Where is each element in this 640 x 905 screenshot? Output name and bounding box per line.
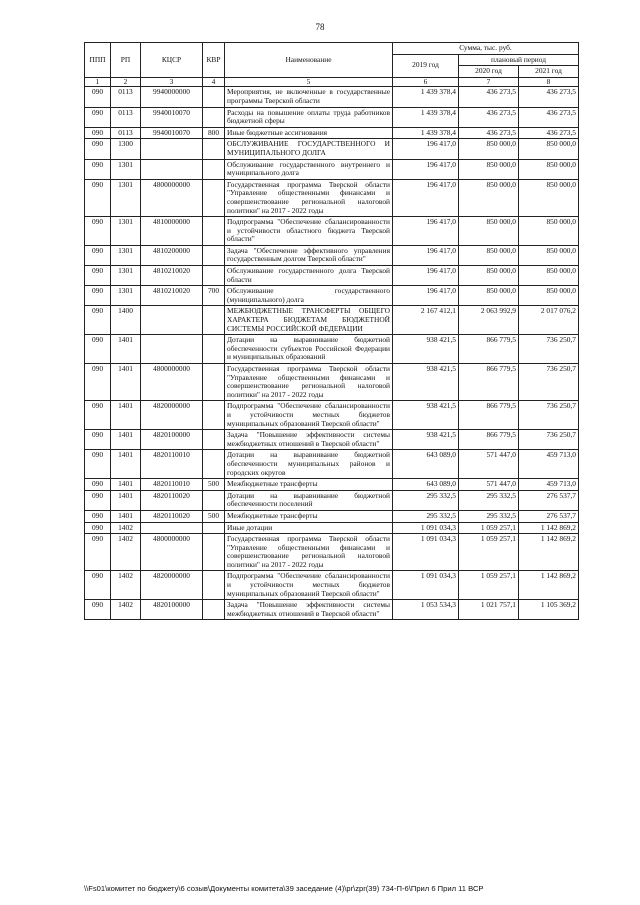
- cell-kvr: [203, 107, 225, 127]
- cell-ppp: 090: [85, 401, 111, 430]
- cell-kvr: [203, 179, 225, 216]
- column-index: 2: [111, 77, 141, 87]
- cell-ppp: 090: [85, 510, 111, 522]
- cell-kcsr: 4820100000: [141, 600, 203, 620]
- column-index: 4: [203, 77, 225, 87]
- cell-rp: 1301: [111, 217, 141, 246]
- table-row: [85, 159, 579, 179]
- header-planned: плановый период: [459, 54, 579, 66]
- cell-2019: 1 053 534,3: [393, 600, 459, 620]
- table-row: [85, 401, 579, 430]
- cell-ppp: 090: [85, 179, 111, 216]
- cell-name: Дотации на выравнивание бюджетной обеспеченности муниципальных районов и городских округов: [225, 450, 393, 479]
- cell-2020: 866 779,5: [459, 401, 519, 430]
- cell-2019: 1 091 034,3: [393, 534, 459, 571]
- cell-2021: 436 273,5: [519, 127, 579, 139]
- cell-kvr: [203, 450, 225, 479]
- cell-kcsr: 4820110020: [141, 510, 203, 522]
- cell-2020: 436 273,5: [459, 87, 519, 107]
- cell-2021: 1 142 869,2: [519, 571, 579, 600]
- cell-rp: 1301: [111, 286, 141, 306]
- cell-kvr: [203, 335, 225, 364]
- cell-2021: 459 713,0: [519, 450, 579, 479]
- cell-2020: 866 779,5: [459, 335, 519, 364]
- cell-ppp: 090: [85, 107, 111, 127]
- header-2021: 2021 год: [519, 66, 579, 78]
- cell-kcsr: 4810210020: [141, 266, 203, 286]
- cell-name: Подпрограмма "Обеспечение сбалансированности и устойчивости местных бюджетов муниципальных образований Тверской области": [225, 401, 393, 430]
- cell-2020: 1 021 757,1: [459, 600, 519, 620]
- cell-2020: 436 273,5: [459, 107, 519, 127]
- cell-rp: 0113: [111, 127, 141, 139]
- cell-rp: 1301: [111, 266, 141, 286]
- table-row: [85, 139, 579, 159]
- cell-name: Подпрограмма "Обеспечение сбалансированности и устойчивости областного бюджета Тверской области": [225, 217, 393, 246]
- cell-kcsr: 4810200000: [141, 245, 203, 265]
- cell-ppp: 090: [85, 490, 111, 510]
- cell-2021: 1 142 869,2: [519, 534, 579, 571]
- cell-ppp: 090: [85, 522, 111, 534]
- cell-rp: 1401: [111, 490, 141, 510]
- cell-2021: 436 273,5: [519, 87, 579, 107]
- cell-2019: 196 417,0: [393, 245, 459, 265]
- table-row: [85, 510, 579, 522]
- cell-2020: 866 779,5: [459, 430, 519, 450]
- cell-kcsr: [141, 139, 203, 159]
- table-row: [85, 87, 579, 107]
- cell-rp: 0113: [111, 107, 141, 127]
- cell-ppp: 090: [85, 430, 111, 450]
- header-sum: Сумма, тыс. руб.: [393, 43, 579, 55]
- table-row: [85, 179, 579, 216]
- cell-ppp: 090: [85, 450, 111, 479]
- cell-ppp: 090: [85, 127, 111, 139]
- cell-ppp: 090: [85, 335, 111, 364]
- cell-2019: 295 332,5: [393, 490, 459, 510]
- cell-kcsr: 4820100000: [141, 430, 203, 450]
- cell-rp: 1301: [111, 179, 141, 216]
- cell-kvr: [203, 600, 225, 620]
- table-row: [85, 450, 579, 479]
- cell-2019: 643 089,0: [393, 479, 459, 491]
- cell-2020: 1 059 257,1: [459, 571, 519, 600]
- cell-2019: 1 439 378,4: [393, 87, 459, 107]
- cell-ppp: 090: [85, 479, 111, 491]
- header-kcsr: КЦСР: [141, 43, 203, 78]
- cell-2020: 850 000,0: [459, 159, 519, 179]
- cell-rp: 1401: [111, 479, 141, 491]
- cell-kcsr: 4800000000: [141, 364, 203, 401]
- cell-name: Расходы на повышение оплаты труда работников бюджетной сферы: [225, 107, 393, 127]
- cell-2021: 850 000,0: [519, 266, 579, 286]
- cell-2020: 295 332,5: [459, 490, 519, 510]
- cell-ppp: 090: [85, 306, 111, 335]
- cell-2021: 850 000,0: [519, 245, 579, 265]
- cell-kvr: [203, 87, 225, 107]
- table-row: [85, 127, 579, 139]
- cell-kvr: [203, 534, 225, 571]
- cell-2021: 850 000,0: [519, 217, 579, 246]
- table-row: [85, 534, 579, 571]
- cell-kvr: [203, 217, 225, 246]
- cell-2019: 938 421,5: [393, 335, 459, 364]
- header-ppp: ППП: [85, 43, 111, 78]
- column-index: 1: [85, 77, 111, 87]
- table-row: [85, 479, 579, 491]
- cell-2019: 1 091 034,3: [393, 522, 459, 534]
- cell-kvr: 500: [203, 479, 225, 491]
- cell-name: Дотации на выравнивание бюджетной обеспеченности поселений: [225, 490, 393, 510]
- table-header: [85, 43, 579, 87]
- table-row: [85, 107, 579, 127]
- cell-2021: 736 250,7: [519, 430, 579, 450]
- cell-kvr: [203, 245, 225, 265]
- cell-2020: 571 447,0: [459, 450, 519, 479]
- cell-kvr: [203, 266, 225, 286]
- cell-name: Подпрограмма "Обеспечение сбалансированности и устойчивости местных бюджетов муниципальных образований Тверской области": [225, 571, 393, 600]
- table-row: [85, 522, 579, 534]
- cell-name: Обслуживание государственного (муниципального) долга: [225, 286, 393, 306]
- table-row: [85, 266, 579, 286]
- column-index: 5: [225, 77, 393, 87]
- cell-kcsr: 4820110010: [141, 479, 203, 491]
- cell-2021: 850 000,0: [519, 159, 579, 179]
- cell-2019: 2 167 412,1: [393, 306, 459, 335]
- table-row: [85, 335, 579, 364]
- cell-2020: 2 063 992,9: [459, 306, 519, 335]
- cell-rp: 1400: [111, 306, 141, 335]
- cell-kvr: [203, 364, 225, 401]
- cell-rp: 1402: [111, 534, 141, 571]
- column-index: 8: [519, 77, 579, 87]
- column-index: 7: [459, 77, 519, 87]
- cell-2021: 736 250,7: [519, 335, 579, 364]
- cell-name: Мероприятия, не включенные в государственные программы Тверской области: [225, 87, 393, 107]
- cell-2021: 1 142 869,2: [519, 522, 579, 534]
- table-row: [85, 364, 579, 401]
- cell-2021: 276 537,7: [519, 510, 579, 522]
- cell-name: Обслуживание государственного долга Тверской области: [225, 266, 393, 286]
- cell-2021: 850 000,0: [519, 139, 579, 159]
- cell-name: Межбюджетные трансферты: [225, 479, 393, 491]
- cell-kcsr: [141, 159, 203, 179]
- cell-2019: 196 417,0: [393, 266, 459, 286]
- cell-ppp: 090: [85, 217, 111, 246]
- cell-2020: 850 000,0: [459, 266, 519, 286]
- header-2020: 2020 год: [459, 66, 519, 78]
- cell-2019: 1 091 034,3: [393, 571, 459, 600]
- cell-kvr: [203, 490, 225, 510]
- cell-ppp: 090: [85, 571, 111, 600]
- cell-name: Дотации на выравнивание бюджетной обеспеченности субъектов Российской Федерации и муниципальных образований: [225, 335, 393, 364]
- header-rp: РП: [111, 43, 141, 78]
- cell-name: Задача "Повышение эффективности системы межбюджетных отношений в Тверской области": [225, 430, 393, 450]
- cell-name: Государственная программа Тверской области "Управление общественными финансами и совершенствование региональной налоговой политики" на 2017 - 2022 годы: [225, 534, 393, 571]
- cell-2019: 1 439 378,4: [393, 107, 459, 127]
- cell-2019: 938 421,5: [393, 430, 459, 450]
- cell-2019: 643 089,0: [393, 450, 459, 479]
- cell-kcsr: 9940010070: [141, 107, 203, 127]
- cell-2019: 295 332,5: [393, 510, 459, 522]
- cell-kcsr: 4820000000: [141, 401, 203, 430]
- table-row: [85, 217, 579, 246]
- cell-ppp: 090: [85, 87, 111, 107]
- cell-rp: 1401: [111, 430, 141, 450]
- cell-ppp: 090: [85, 286, 111, 306]
- cell-rp: 1402: [111, 522, 141, 534]
- cell-kvr: 800: [203, 127, 225, 139]
- header-2019: 2019 год: [393, 54, 459, 77]
- cell-name: Государственная программа Тверской области "Управление общественными финансами и совершенствование региональной налоговой политики" на 2017 - 2022 годы: [225, 179, 393, 216]
- cell-2020: 571 447,0: [459, 479, 519, 491]
- budget-table: [84, 42, 579, 620]
- table-row: [85, 286, 579, 306]
- table-row: [85, 571, 579, 600]
- footer-file-path: \\Fs01\комитет по бюджету\6 созыв\Документы комитета\39 заседание (4)\pr\zpr(39) 734-П-6\Прил 6 Прил 11 ВСР: [84, 884, 484, 893]
- cell-2019: 196 417,0: [393, 286, 459, 306]
- cell-ppp: 090: [85, 139, 111, 159]
- table-row: [85, 306, 579, 335]
- cell-name: Обслуживание государственного внутреннего и муниципального долга: [225, 159, 393, 179]
- cell-name: Задача "Повышение эффективности системы межбюджетных отношений в Тверской области": [225, 600, 393, 620]
- cell-rp: 1402: [111, 571, 141, 600]
- cell-2020: 850 000,0: [459, 139, 519, 159]
- cell-kcsr: [141, 522, 203, 534]
- cell-name: Иные дотации: [225, 522, 393, 534]
- cell-kcsr: 4810000000: [141, 217, 203, 246]
- cell-2019: 196 417,0: [393, 159, 459, 179]
- cell-kvr: [203, 430, 225, 450]
- cell-rp: 1301: [111, 245, 141, 265]
- cell-2020: 850 000,0: [459, 179, 519, 216]
- cell-rp: 1300: [111, 139, 141, 159]
- header-kvr: КВР: [203, 43, 225, 78]
- cell-kcsr: 9940010070: [141, 127, 203, 139]
- cell-name: Задача "Обеспечение эффективного управления государственным долгом Тверской области": [225, 245, 393, 265]
- cell-2021: 850 000,0: [519, 179, 579, 216]
- cell-rp: 1301: [111, 159, 141, 179]
- page-number: 78: [315, 22, 325, 32]
- cell-2021: 1 105 369,2: [519, 600, 579, 620]
- header-name: Наименование: [225, 43, 393, 78]
- cell-2020: 866 779,5: [459, 364, 519, 401]
- cell-kcsr: 9940000000: [141, 87, 203, 107]
- cell-name: Иные бюджетные ассигнования: [225, 127, 393, 139]
- cell-kvr: [203, 401, 225, 430]
- cell-2019: 938 421,5: [393, 364, 459, 401]
- cell-kcsr: 4820110010: [141, 450, 203, 479]
- table-row: [85, 430, 579, 450]
- cell-2019: 196 417,0: [393, 217, 459, 246]
- cell-2020: 1 059 257,1: [459, 534, 519, 571]
- cell-kcsr: 4800000000: [141, 179, 203, 216]
- cell-kcsr: 4810210020: [141, 286, 203, 306]
- cell-rp: 0113: [111, 87, 141, 107]
- cell-2019: 1 439 378,4: [393, 127, 459, 139]
- cell-2021: 276 537,7: [519, 490, 579, 510]
- cell-ppp: 090: [85, 364, 111, 401]
- cell-kcsr: 4820000000: [141, 571, 203, 600]
- column-index-row: [85, 77, 579, 87]
- cell-ppp: 090: [85, 600, 111, 620]
- column-index: 6: [393, 77, 459, 87]
- cell-kvr: [203, 139, 225, 159]
- cell-kcsr: 4820110020: [141, 490, 203, 510]
- cell-rp: 1401: [111, 364, 141, 401]
- cell-2020: 295 332,5: [459, 510, 519, 522]
- cell-kvr: [203, 159, 225, 179]
- cell-ppp: 090: [85, 159, 111, 179]
- cell-2021: 736 250,7: [519, 364, 579, 401]
- cell-rp: 1401: [111, 401, 141, 430]
- cell-name: ОБСЛУЖИВАНИЕ ГОСУДАРСТВЕННОГО И МУНИЦИПАЛЬНОГО ДОЛГА: [225, 139, 393, 159]
- cell-kvr: [203, 571, 225, 600]
- cell-rp: 1401: [111, 510, 141, 522]
- cell-rp: 1401: [111, 450, 141, 479]
- cell-kvr: 500: [203, 510, 225, 522]
- cell-2020: 850 000,0: [459, 286, 519, 306]
- cell-ppp: 090: [85, 245, 111, 265]
- table-row: [85, 245, 579, 265]
- cell-2021: 736 250,7: [519, 401, 579, 430]
- cell-name: Межбюджетные трансферты: [225, 510, 393, 522]
- cell-rp: 1401: [111, 335, 141, 364]
- cell-2021: 436 273,5: [519, 107, 579, 127]
- cell-2020: 1 059 257,1: [459, 522, 519, 534]
- cell-2021: 2 017 076,2: [519, 306, 579, 335]
- cell-kcsr: [141, 335, 203, 364]
- cell-kvr: [203, 522, 225, 534]
- cell-2019: 196 417,0: [393, 139, 459, 159]
- table-body: [85, 87, 579, 620]
- cell-2020: 436 273,5: [459, 127, 519, 139]
- cell-kcsr: [141, 306, 203, 335]
- table-row: [85, 490, 579, 510]
- cell-2021: 850 000,0: [519, 286, 579, 306]
- column-index: 3: [141, 77, 203, 87]
- cell-2020: 850 000,0: [459, 217, 519, 246]
- cell-kcsr: 4800000000: [141, 534, 203, 571]
- cell-ppp: 090: [85, 266, 111, 286]
- cell-2021: 459 713,0: [519, 479, 579, 491]
- cell-rp: 1402: [111, 600, 141, 620]
- cell-name: МЕЖБЮДЖЕТНЫЕ ТРАНСФЕРТЫ ОБЩЕГО ХАРАКТЕРА БЮДЖЕТАМ БЮДЖЕТНОЙ СИСТЕМЫ РОССИЙСКОЙ ФЕДЕРАЦИИ: [225, 306, 393, 335]
- table-row: [85, 600, 579, 620]
- cell-ppp: 090: [85, 534, 111, 571]
- cell-2019: 196 417,0: [393, 179, 459, 216]
- cell-kvr: [203, 306, 225, 335]
- cell-2020: 850 000,0: [459, 245, 519, 265]
- cell-2019: 938 421,5: [393, 401, 459, 430]
- cell-name: Государственная программа Тверской области "Управление общественными финансами и совершенствование региональной налоговой политики" на 2017 - 2022 годы: [225, 364, 393, 401]
- cell-kvr: 700: [203, 286, 225, 306]
